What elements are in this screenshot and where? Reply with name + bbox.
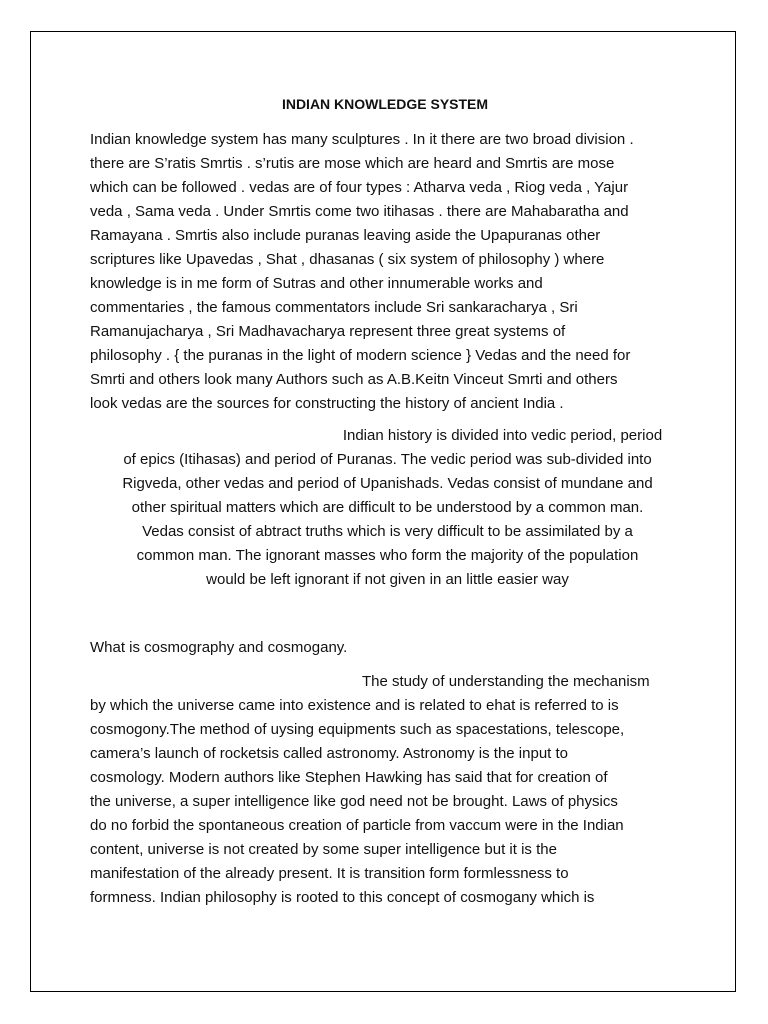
paragraph-3 (90, 670, 680, 910)
paragraph-3-line: content, universe is not created by some super intelligence but it is the (90, 841, 557, 858)
paragraph-1-line: Ramanujacharya , Sri Madhavacharya represent three great systems of (90, 323, 566, 340)
paragraph-3-line: cosmogony.The method of uysing equipments such as spacestations, telescope, (90, 721, 625, 738)
paragraph-2-line: other spiritual matters which are difficult to be understood by a common man. (131, 499, 644, 516)
paragraph-1-line: Indian knowledge system has many sculptures . In it there are two broad division . (90, 131, 634, 148)
paragraph-2-first-line-wrapper (95, 424, 680, 448)
paragraph-1-line: Ramayana . Smrtis also include puranas leaving aside the Upapuranas other (90, 227, 601, 244)
paragraph-3-line: by which the universe came into existence and is related to ehat is referred to is (90, 697, 619, 714)
paragraph-2-line: would be left ignorant if not given in an little easier way (206, 571, 569, 588)
paragraph-1-line: knowledge is in me form of Sutras and other innumerable works and (90, 275, 543, 292)
paragraph-1-line: Smrti and others look many Authors such as A.B.Keitn Vinceut Smrti and others (90, 371, 618, 388)
paragraph-2-line: of epics (Itihasas) and period of Puranas. The vedic period was sub-divided into (123, 451, 652, 468)
paragraph-1-line: philosophy . { the puranas in the light of modern science } Vedas and the need for (90, 347, 631, 364)
paragraph-2 (95, 424, 680, 592)
paragraph-2-line: Rigveda, other vedas and period of Upanishads. Vedas consist of mundane and (122, 475, 653, 492)
paragraph-2-line: Indian history is divided into vedic period, period (342, 427, 663, 444)
paragraph-2-line: common man. The ignorant masses who form the majority of the population (136, 547, 639, 564)
paragraph-1-line: veda , Sama veda . Under Smrtis come two itihasas . there are Mahabaratha and (90, 203, 629, 220)
paragraph-3-line: manifestation of the already present. It is transition form formlessness to (90, 865, 569, 882)
paragraph-3-line: camera’s launch of rocketsis called astronomy. Astronomy is the input to (90, 745, 569, 762)
paragraph-1-line: there are S’ratis Smrtis . s’rutis are mose which are heard and Smrtis are mose (90, 155, 615, 172)
paragraph-1-line: which can be followed . vedas are of four types : Atharva veda , Riog veda , Yajur (90, 179, 629, 196)
paragraph-1-line: scriptures like Upavedas , Shat , dhasanas ( six system of philosophy ) where (90, 251, 605, 268)
document-title: INDIAN KNOWLEDGE SYSTEM (281, 96, 489, 112)
paragraph-3-line: the universe, a super intelligence like god need not be brought. Laws of physics (90, 793, 618, 810)
section-heading: What is cosmography and cosmogany. (90, 639, 348, 656)
paragraph-3-line: formness. Indian philosophy is rooted to this concept of cosmogany which is (90, 889, 595, 906)
paragraph-2-line: Vedas consist of abtract truths which is very difficult to be assimilated by a (142, 523, 633, 540)
paragraph-3-first-line-wrapper (90, 670, 680, 694)
paragraph-3-line: do no forbid the spontaneous creation of particle from vaccum were in the Indian (90, 817, 624, 834)
paragraph-3-line: cosmology. Modern authors like Stephen Hawking has said that for creation of (90, 769, 608, 786)
paragraph-1-line: commentaries , the famous commentators include Sri sankaracharya , Sri (90, 299, 578, 316)
paragraph-3-line: The study of understanding the mechanism (362, 673, 650, 690)
paragraph-1 (90, 128, 680, 416)
paragraph-1-line: look vedas are the sources for constructing the history of ancient India . (90, 395, 564, 412)
